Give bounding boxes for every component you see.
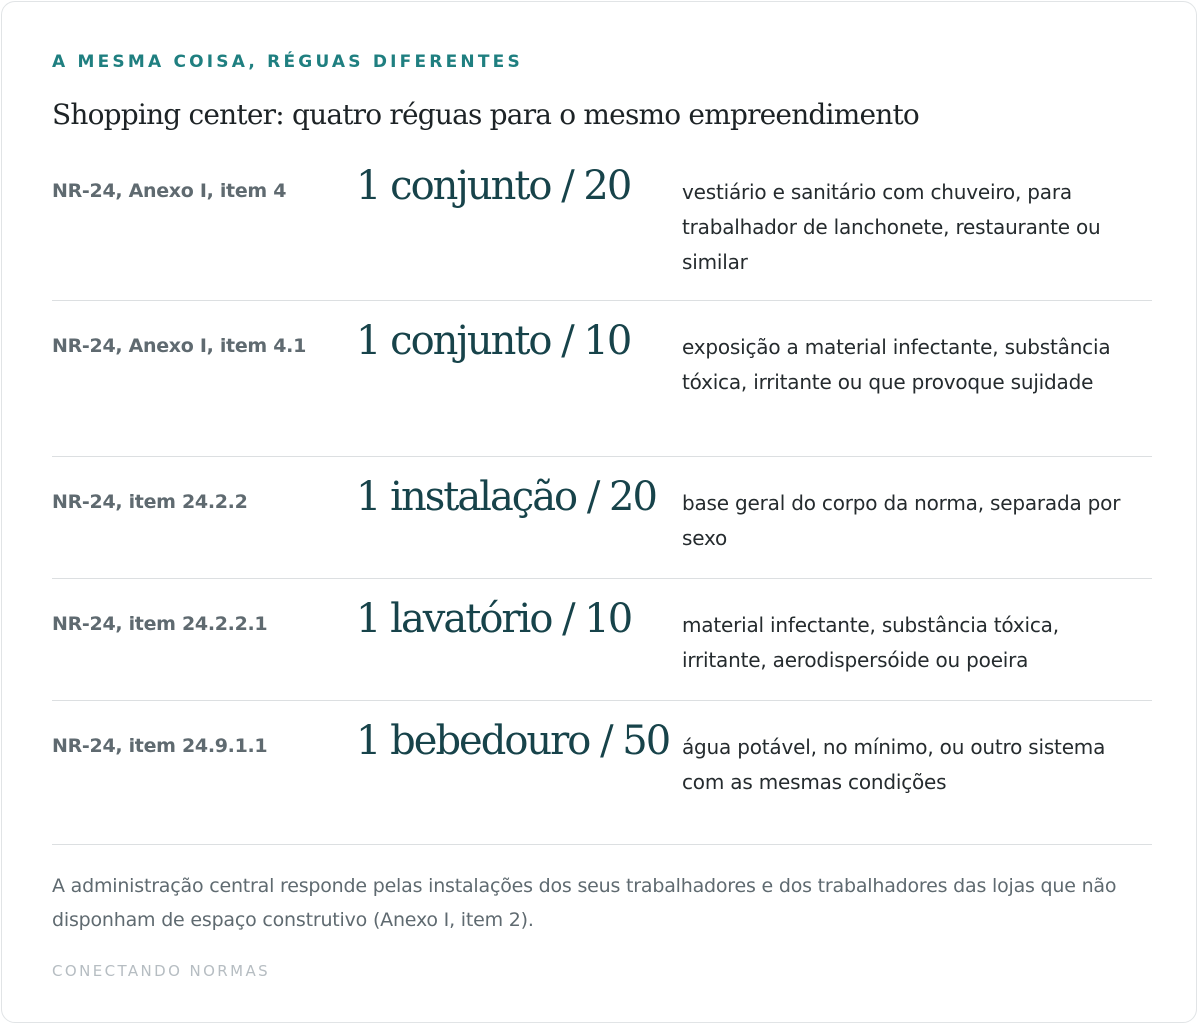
- card: [1, 1, 1197, 1023]
- table-row: [52, 160, 1152, 301]
- norm-reference: NR-24, item 24.2.2: [52, 491, 248, 513]
- norm-reference: NR-24, item 24.9.1.1: [52, 735, 268, 757]
- norm-reference: NR-24, Anexo I, item 4.1: [52, 335, 306, 357]
- row-description: água potável, no mínimo, ou outro sistema com as mesmas condições: [682, 735, 1106, 794]
- norm-reference: NR-24, Anexo I, item 4: [52, 180, 287, 202]
- page-title: Shopping center: quatro réguas para o mesmo empreendimento: [52, 98, 919, 131]
- ratio-value: 1 instalação / 20: [356, 474, 656, 520]
- brand-footer: CONECTANDO NORMAS: [52, 962, 271, 980]
- ratio-value: 1 lavatório / 10: [356, 596, 632, 642]
- ratio-value: 1 bebedouro / 50: [356, 718, 670, 764]
- table-row: [52, 301, 1152, 457]
- ratio-value: 1 conjunto / 20: [356, 163, 631, 209]
- table-row: [52, 701, 1152, 847]
- ratio-value: 1 conjunto / 10: [356, 318, 631, 364]
- row-description: material infectante, substância tóxica, irritante, aerodispersóide ou poeira: [682, 613, 1059, 672]
- ratio-table: [52, 160, 1152, 847]
- norm-reference: NR-24, item 24.2.2.1: [52, 613, 268, 635]
- footnote: A administração central responde pelas instalações dos seus trabalhadores e dos trabalhadores das lojas que não disponham de espaço construtivo (Anexo I, item 2).: [52, 844, 1152, 937]
- row-description: base geral do corpo da norma, separada por sexo: [682, 491, 1121, 550]
- eyebrow-label: A MESMA COISA, RÉGUAS DIFERENTES: [52, 52, 523, 72]
- row-description: vestiário e sanitário com chuveiro, para trabalhador de lanchonete, restaurante ou similar: [682, 180, 1101, 274]
- row-description: exposição a material infectante, substância tóxica, irritante ou que provoque sujidade: [682, 335, 1111, 394]
- table-row: [52, 457, 1152, 579]
- table-row: [52, 579, 1152, 701]
